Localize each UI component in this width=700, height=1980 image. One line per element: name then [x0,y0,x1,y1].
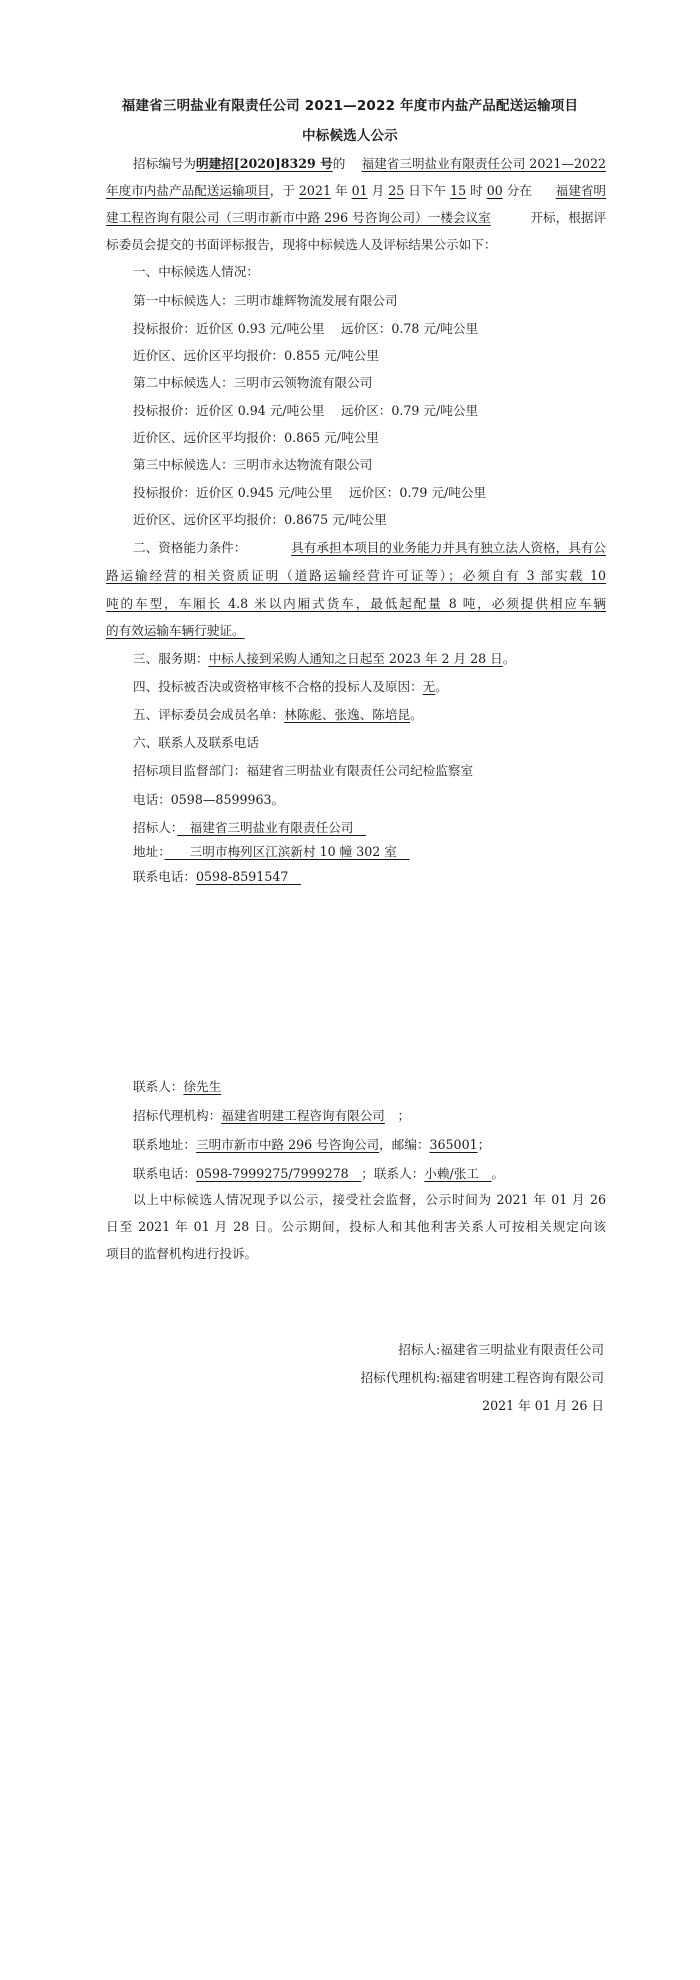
closing-line-2: 日至 2021 年 01 月 28 日。公示期间，投标人和其他利害关系人可按相关规定向该 [106,1219,606,1234]
candidate-1-name: 第一中标候选人：三明市雄辉物流发展有限公司 [133,293,398,308]
signature-tenderer: 招标人:福建省三明盐业有限责任公司 [398,1342,604,1357]
intro-line-1: 招标编号为明建招[2020]8329 号的 福建省三明盐业有限责任公司 2021—2022 [133,150,606,177]
agency-line: 招标代理机构：福建省明建工程咨询有限公司 ； [133,1108,411,1123]
closing-line-3: 项目的监督机构进行投诉。 [106,1246,258,1261]
candidate-2-average: 近价区、远价区平均报价：0.865 元/吨公里 [133,430,379,445]
candidate-3-name: 第三中标候选人：三明市永达物流有限公司 [133,457,373,472]
tender-code: 明建招[2020]8329 号 [195,156,333,171]
tenderer-line: 招标人： 福建省三明盐业有限责任公司 [133,820,366,835]
tenderer-tel: 联系电话：0598-8591547 [133,869,301,884]
supervision-dept: 招标项目监督部门：福建省三明盐业有限责任公司纪检监察室 [133,763,474,778]
candidate-2-price: 投标报价：近价区 0.94 元/吨公里 远价区：0.79 元/吨公里 [133,403,479,418]
project-name: 福建省三明盐业有限责任公司 2021—2022 [361,156,606,171]
candidate-3-average: 近价区、远价区平均报价：0.8675 元/吨公里 [133,512,387,527]
section-2-line-2: 路运输经营的相关资质证明（道路运输经营许可证等）；必须自有 3 部实载 10 [106,568,606,583]
section-4: 四、投标被否决或资格审核不合格的投标人及原因：无。 [133,679,448,694]
section-2-line-4: 的有效运输车辆行驶证。 [106,623,245,638]
section-5: 五、评标委员会成员名单：林陈彪、张逸、陈培昆。 [133,707,423,722]
service-period: 中标人接到采购人通知之日起至 2023 年 2 月 28 日 [208,651,503,666]
candidate-2-name: 第二中标候选人：三明市云领物流有限公司 [133,375,373,390]
intro-line-3: 建工程咨询有限公司（三明市新市中路 296 号咨询公司）一楼会议室 开标，根据评 [106,204,606,231]
committee-members: 林陈彪、张逸、陈培昆 [284,707,411,722]
section-3: 三、服务期：中标人接到采购人通知之日起至 2023 年 2 月 28 日。 [133,651,516,666]
bid-opening-venue: 建工程咨询有限公司（三明市新市中路 296 号咨询公司）一楼会议室 [106,210,491,225]
intro-line-2: 年度市内盐产品配送运输项目，于 2021 年 01 月 25 日下午 15 时 00 分在 福建省明 [106,183,606,198]
signature-date: 2021 年 01 月 26 日 [482,1398,604,1413]
section-2-line-3: 吨的车型，车厢长 4.8 米以内厢式货车，最低起配量 8 吨，必须提供相应车辆 [106,596,606,611]
agency-address: 联系地址：三明市新市中路 296 号咨询公司，邮编：365001； [133,1137,491,1152]
intro-line-4: 标委员会提交的书面评标报告，现将中标候选人及评标结果公示如下： [106,237,497,252]
section-6-heading: 六、联系人及联系电话 [133,735,259,750]
page-title: 福建省三明盐业有限责任公司 2021—2022 年度市内盐产品配送运输项目 [121,98,579,114]
page-subtitle: 中标候选人公示 [302,128,398,144]
agent-contact: 联系人：徐先生 [133,1079,222,1094]
tenderer-address: 地址： 三明市梅列区江滨新村 10 幢 302 室 [133,844,410,859]
section-2-line-1: 二、资格能力条件： 具有承担本项目的业务能力并具有独立法人资格，具有公 [133,540,606,555]
supervision-tel: 电话：0598—8599963。 [133,792,285,807]
section-1-heading: 一、中标候选人情况： [133,264,259,279]
signature-agency: 招标代理机构:福建省明建工程咨询有限公司 [360,1370,604,1385]
candidate-1-average: 近价区、远价区平均报价：0.855 元/吨公里 [133,348,379,363]
closing-line-1: 以上中标候选人情况现予以公示，接受社会监督，公示时间为 2021 年 01 月 26 [133,1192,606,1207]
candidate-3-price: 投标报价：近价区 0.945 元/吨公里 远价区：0.79 元/吨公里 [133,485,487,500]
agency-tel: 联系电话：0598-7999275/7999278 ；联系人：小赖/张工 。 [133,1166,505,1181]
candidate-1-price: 投标报价：近价区 0.93 元/吨公里 远价区：0.78 元/吨公里 [133,321,479,336]
